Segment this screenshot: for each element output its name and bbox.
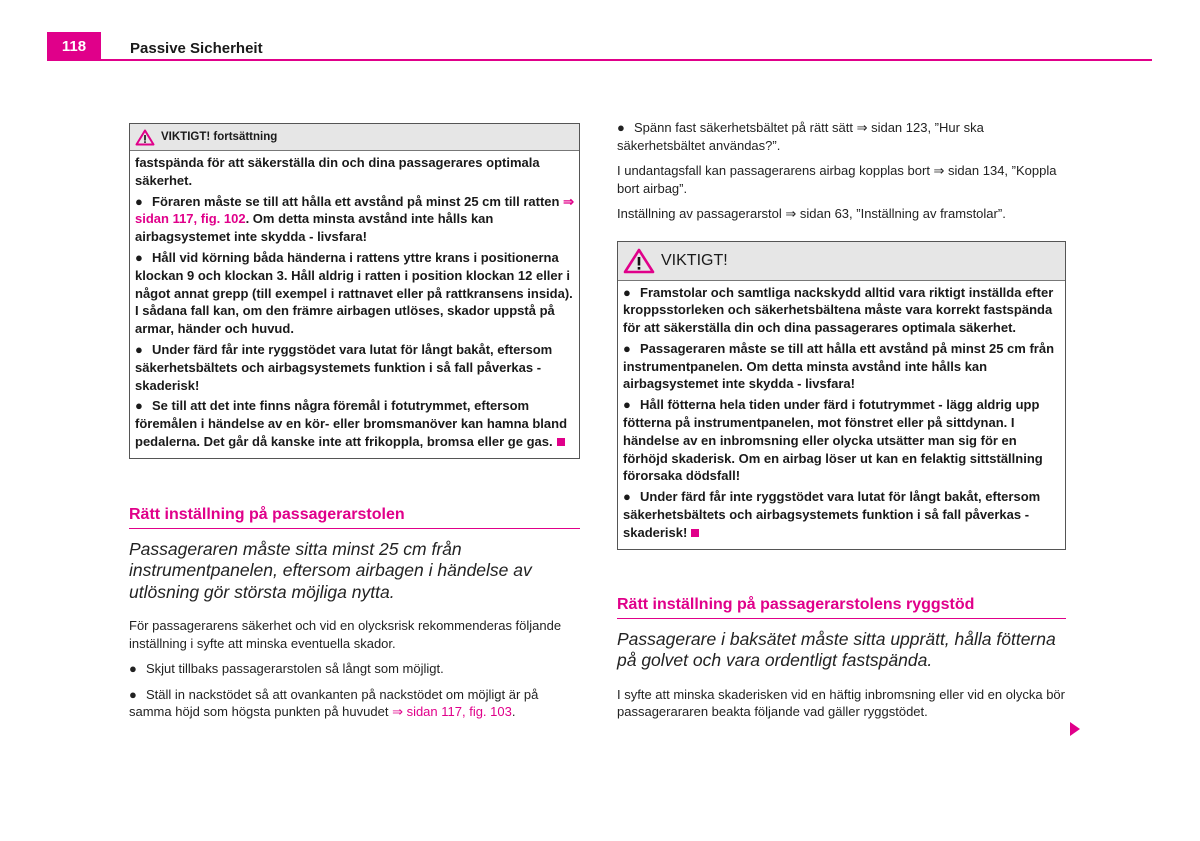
list-item: ● Spänn fast säkerhetsbältet på rätt sätt ⇒ sidan 123, ”Hur ska säkerhetsbältet användas?”. xyxy=(617,120,984,153)
warning-item: ● Framstolar och samtliga nackskydd alltid vara riktigt inställda efter kroppsstorleken och säkerhetsbältena måste vara korrekt fastspända för att säkerställa din och dina passagerares optimala säkerhet. xyxy=(623,284,1054,336)
section-body: För passagerarens säkerhet och vid en olycksrisk rekommenderas följande inställning i syfte att minska eventuella skador. xyxy=(129,618,562,651)
warning-triangle-icon xyxy=(135,129,155,146)
bullet-icon: ● xyxy=(617,120,625,135)
bullet-icon: ● xyxy=(623,284,631,300)
section-intro: Passageraren måste sitta minst 25 cm från instrumentpanelen, eftersom airbagen i händelse av utlösning gör största möjliga nytta. xyxy=(129,538,532,602)
right-column xyxy=(617,119,1066,729)
warning-continuation: fastspända för att säkerställa din och dina passagerares optimala säkerhet. xyxy=(135,155,540,188)
warning-triangle-icon xyxy=(623,248,655,274)
page-number: 118 xyxy=(47,32,101,61)
bullet-icon: ● xyxy=(623,489,631,505)
warning-item: ● Under färd får inte ryggstödet vara lutat för långt bakåt, eftersom säkerhetsbältets och airbagsystemets funktion i så fall påverkas - skaderisk! xyxy=(623,489,1041,540)
warning-title: VIKTIGT! xyxy=(661,251,728,269)
warning-box-continued xyxy=(129,123,580,459)
warning-item: ● Under färd får inte ryggstödet vara lutat för långt bakåt, eftersom säkerhetsbältets och airbagsystemets funktion i så fall påverkas - skaderisk! xyxy=(135,341,553,393)
bullet-icon: ● xyxy=(129,661,137,677)
bullet-icon: ● xyxy=(135,341,143,357)
bullet-icon: ● xyxy=(623,397,631,413)
page-link[interactable]: ⇒ sidan 117, fig. 103 xyxy=(392,704,512,720)
end-mark-icon xyxy=(557,438,565,446)
left-column xyxy=(129,123,580,729)
section-heading: Rätt inställning på passagerarstolen xyxy=(129,506,580,529)
bullet-icon: ● xyxy=(135,193,143,209)
bullet-icon: ● xyxy=(623,340,631,356)
bullet-icon: ● xyxy=(135,249,143,265)
header-rule xyxy=(47,59,1152,61)
next-page-arrow-icon[interactable] xyxy=(1070,722,1080,736)
warning-item: ● Håll fötterna hela tiden under färd i fotutrymmet - lägg aldrig upp fötterna på instrumentpanelen, mot fönstret eller på sittdynan. I händelse av en inbromsning eller olycka utsätter man sig för en förhöjd skaderisk. Om en airbag löser ut kan en felaktig sittställning förorsaka dödsfall! xyxy=(623,397,1043,484)
bullet-icon: ● xyxy=(129,686,137,702)
list-item: ● Ställ in nackstödet så att ovankanten på nackstödet om möjligt är på samma höjd som högsta punkten på huvudet ⇒ sidan 117, fig. 103. xyxy=(129,686,539,720)
paragraph: I undantagsfall kan passagerarens airbag kopplas bort ⇒ sidan 134, ”Koppla bort airbag”. xyxy=(617,163,1057,196)
warning-item: ● Föraren måste se till att hålla ett avstånd på minst 25 cm till ratten ⇒ sidan 117, fig. 102. Om detta minsta avstånd inte hålls kan airbagsystemet inte skydda - livsfara! xyxy=(135,193,574,245)
section-intro: Passagerare i baksätet måste sitta upprätt, hålla fötterna på golvet och vara ordentligt fastspända. xyxy=(617,628,1056,671)
section-heading: Rätt inställning på passagerarstolens ryggstöd xyxy=(617,596,1066,619)
end-mark-icon xyxy=(691,529,699,537)
warning-item: ● Se till att det inte finns några föremål i fotutrymmet, eftersom föremålen i händelse av en kör- eller bromsmanöver kan hamna bland pedalerna. Det går då kanske inte att frikoppla, bromsa eller ge gas. xyxy=(135,398,568,449)
warning-box xyxy=(617,241,1066,550)
chapter-title: Passive Sicherheit xyxy=(130,40,263,57)
bullet-icon: ● xyxy=(135,398,143,414)
warning-title: VIKTIGT! fortsättning xyxy=(161,131,278,143)
list-item: ● Skjut tillbaks passagerarstolen så långt som möjligt. xyxy=(129,661,444,677)
warning-item: ● Passageraren måste se till att hålla ett avstånd på minst 25 cm från instrumentpanelen. Om detta minsta avstånd inte hålls kan airbagsystemet inte skydda - livsfara! xyxy=(623,340,1055,392)
section-body: I syfte att minska skaderisken vid en häftig inbromsning eller vid en olycka bör passagerararen beakta följande vad gäller ryggstödet. xyxy=(617,686,1065,720)
warning-item: ● Håll vid körning båda händerna i rattens yttre krans i positionerna klockan 9 och klockan 3. Håll aldrig i ratten i position klockan 12 eller i något annat grepp (till exempel i rattnavet eller på rattkransens insida). I sådana fall kan, om den främre airbagen utlöses, skador uppstå på armar, händer och huvud. xyxy=(135,249,573,337)
paragraph: Inställning av passagerarstol ⇒ sidan 63, ”Inställning av framstolar”. xyxy=(617,206,1006,221)
page-link[interactable]: ⇒ sidan 117, fig. 102 xyxy=(135,193,574,227)
